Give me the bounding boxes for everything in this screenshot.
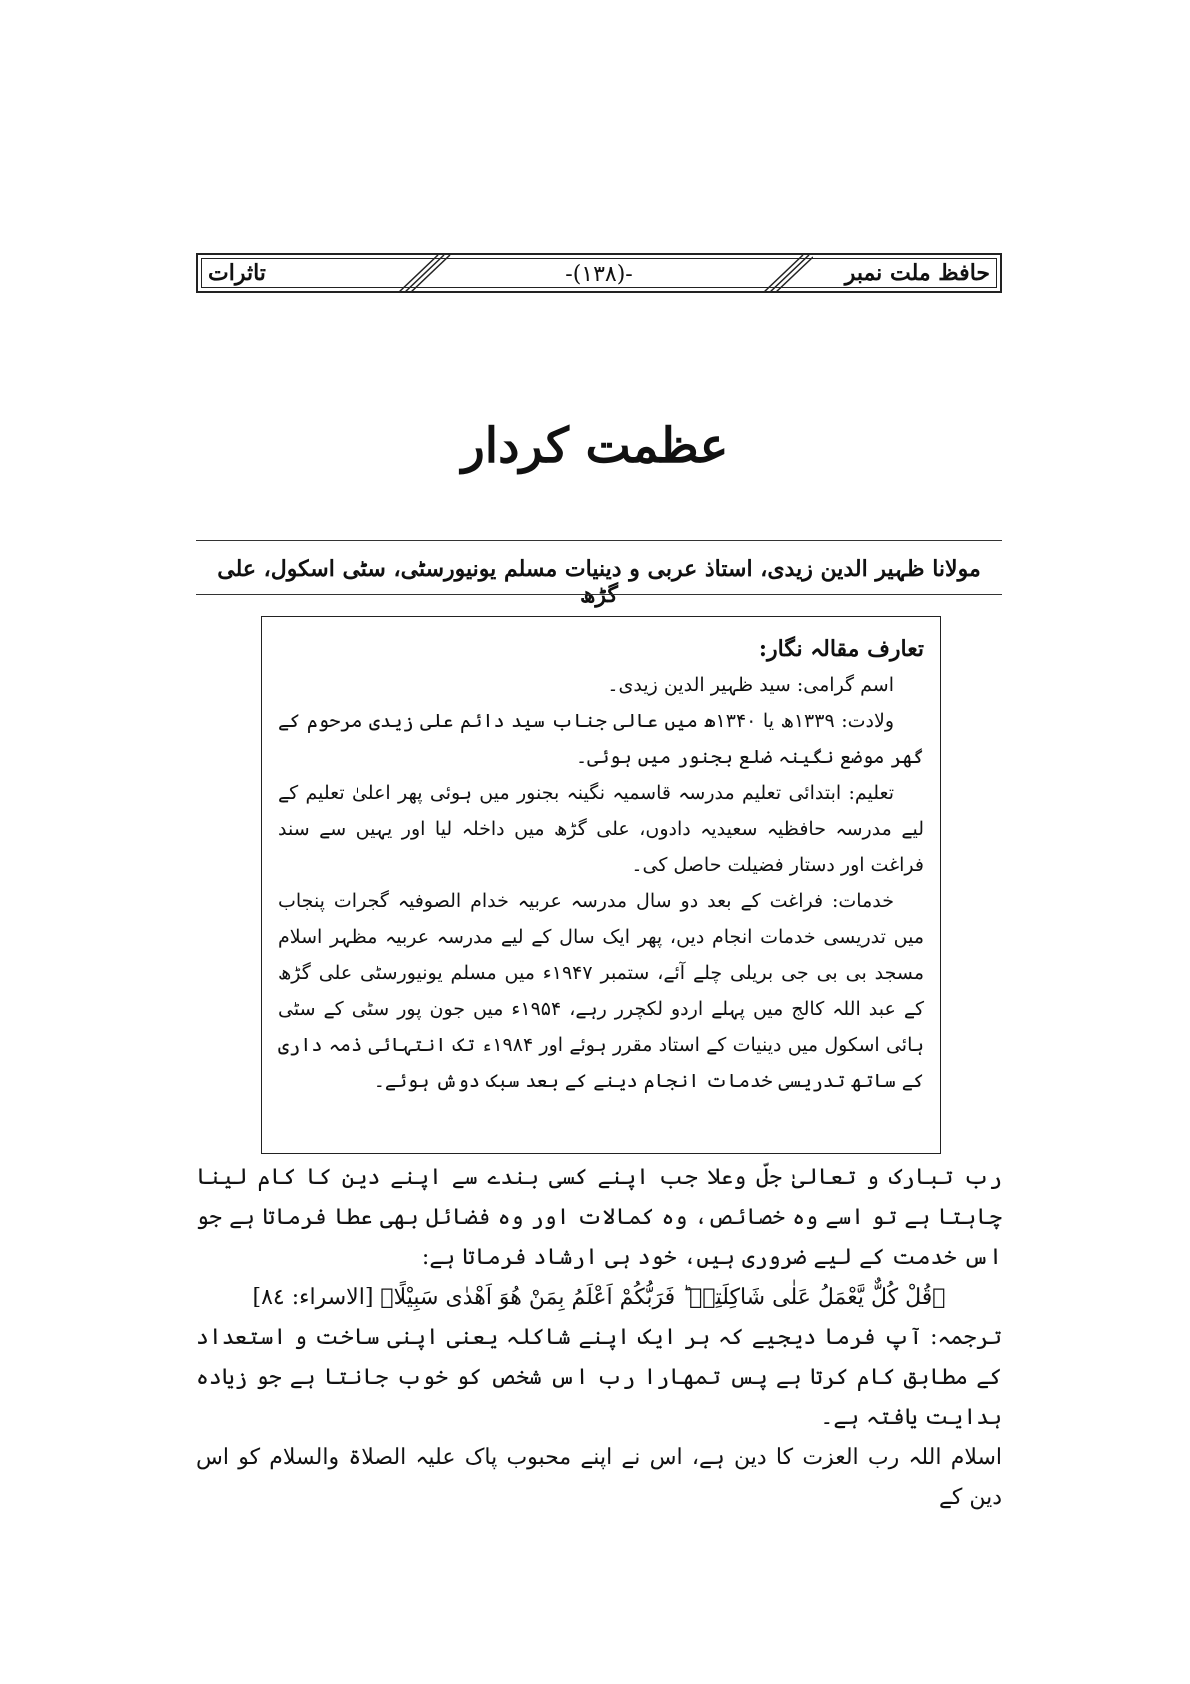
body-paragraph-1: رب تبارک و تعالیٰ جلّ وعلا جب اپنے کسی بندے سے اپنے دین کا کام لینا چاہتا ہے تو اسے وہ خصائص، وہ کمالات اور وہ فضائل بھی عطا فرماتا ہے جو اس خدمت کے لیے ضروری ہیں، خود ہی ارشاد فرماتا ہے: [196, 1165, 1002, 1270]
author-bio-box [261, 616, 941, 1154]
quran-verse: ﴿قُلْ كُلٌّ يَّعْمَلُ عَلٰى شَاكِلَتِهٖ ؕ فَرَبُّكُمْ اَعْلَمُ بِمَنْ هُوَ اَهْدٰى سَبِيْلًا﴾ [الاسراء: ٨٤] [252, 1285, 946, 1310]
bio-name: اسم گرامی: سید ظہیر الدین زیدی۔ [607, 674, 894, 696]
running-header [196, 253, 1002, 293]
body-paragraph-2: اسلام اللہ رب العزت کا دین ہے، اس نے اپنے محبوب پاک علیہ الصلاۃ والسلام کو اس دین کے [196, 1445, 1002, 1510]
bio-services: خدمات: فراغت کے بعد دو سال مدرسہ عربیہ خدام الصوفیہ گجرات پنجاب میں تدریسی خدمات انجام دیں، پھر ایک سال کے لیے مدرسہ عربیہ مظہر اسلام مسجد بی بی جی بریلی چلے آئے، ستمبر ۱۹۴۷ء میں مسلم یونیورسٹی علی گڑھ کے عبد اللہ کالج میں پہلے اردو لکچرر رہے، ۱۹۵۴ء میں جون پور سٹی کے سٹی ہائی اسکول میں دینیات کے استاد مقرر ہوئے اور ۱۹۸۴ء تک انتہائی ذمہ داری کے ساتھ تدریسی خدمات انجام دینے کے بعد سبک دوش ہوئے۔ [278, 890, 925, 1092]
bio-education: تعلیم: ابتدائی تعلیم مدرسہ قاسمیہ نگینہ بجنور میں ہوئی پھر اعلیٰ تعلیم کے لیے مدرسہ حافظیہ سعیدیہ دادوں، علی گڑھ میں داخلہ لیا اور یہیں سے سند فراغت اور دستار فضیلت حاصل کی۔ [278, 782, 924, 876]
header-issue-label: حافظ ملت نمبر [844, 260, 990, 286]
byline-rule-bottom [196, 594, 1002, 595]
author-byline: مولانا ظہیر الدین زیدی، استاذ عربی و دینیات مسلم یونیورسٹی، سٹی اسکول، علی گڑھ [217, 556, 981, 608]
header-ornament-left [398, 255, 508, 293]
header-ornament-right [703, 255, 813, 293]
verse-translation: ترجمہ: آپ فرما دیجیے کہ ہر ایک اپنے شاکلہ یعنی اپنی ساخت و استعداد کے مطابق کام کرتا ہے پس تمھارا رب اس شخص کو خوب جانتا ہے جو زیادہ ہدایت یافتہ ہے۔ [196, 1325, 1002, 1430]
article-title: عظمت کردار [461, 418, 729, 474]
header-section-label: تاثرات [208, 260, 266, 286]
bio-birth: ولادت: ۱۳۳۹ھ یا ۱۳۴۰ھ میں عالی جناب سید دائم علی زیدی مرحوم کے گھر موضع نگینہ ضلع بجنور میں ہوئی۔ [278, 710, 924, 768]
page-number: -(۱۳۸)- [565, 262, 633, 287]
byline-rule-top [196, 540, 1002, 541]
bio-heading: تعارف مقالہ نگار: [758, 636, 924, 662]
article-body [196, 1158, 1002, 1518]
